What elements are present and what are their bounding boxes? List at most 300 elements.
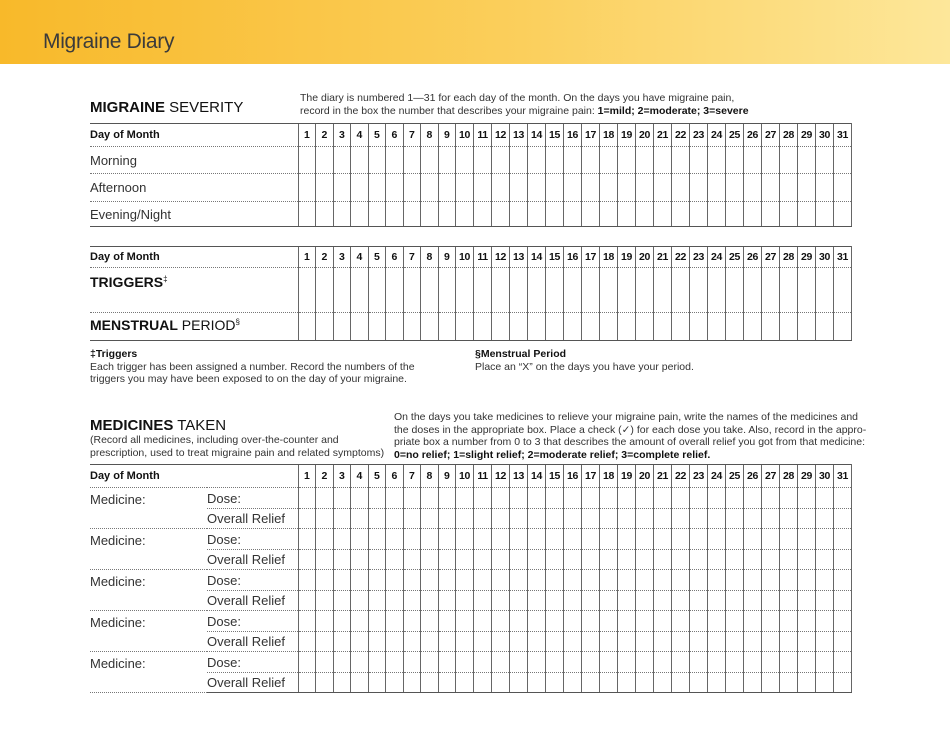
medicine-dose-cell-day-18[interactable] [600, 570, 618, 591]
medicine-dose-cell-day-30[interactable] [816, 529, 834, 550]
medicine-relief-cell-day-13[interactable] [510, 673, 528, 693]
severity-cell-day-10[interactable] [456, 202, 474, 227]
medicine-dose-cell-day-31[interactable] [834, 529, 852, 550]
medicine-dose-cell-day-6[interactable] [386, 652, 404, 673]
medicine-dose-cell-day-27[interactable] [762, 488, 780, 509]
medicine-dose-cell-day-3[interactable] [333, 611, 351, 632]
medicine-relief-cell-day-11[interactable] [474, 673, 492, 693]
medicine-relief-cell-day-23[interactable] [690, 591, 708, 611]
severity-cell-day-28[interactable] [780, 147, 798, 174]
medicine-dose-cell-day-19[interactable] [618, 611, 636, 632]
medicine-dose-cell-day-10[interactable] [456, 611, 474, 632]
triggers-cell-day-4[interactable] [351, 268, 369, 313]
menstrual-cell-day-10[interactable] [456, 313, 474, 341]
medicine-relief-cell-day-16[interactable] [564, 550, 582, 570]
severity-cell-day-8[interactable] [421, 174, 439, 202]
medicine-dose-cell-day-30[interactable] [816, 570, 834, 591]
medicine-dose-cell-day-4[interactable] [351, 611, 369, 632]
medicine-relief-cell-day-3[interactable] [333, 550, 351, 570]
severity-cell-day-13[interactable] [510, 202, 528, 227]
medicine-relief-cell-day-6[interactable] [386, 550, 404, 570]
menstrual-cell-day-20[interactable] [636, 313, 654, 341]
medicine-relief-cell-day-27[interactable] [762, 509, 780, 529]
severity-cell-day-2[interactable] [316, 174, 334, 202]
triggers-cell-day-28[interactable] [780, 268, 798, 313]
medicine-relief-cell-day-9[interactable] [438, 509, 456, 529]
severity-cell-day-3[interactable] [333, 174, 351, 202]
severity-cell-day-28[interactable] [780, 202, 798, 227]
medicine-dose-cell-day-4[interactable] [351, 570, 369, 591]
severity-cell-day-4[interactable] [351, 202, 369, 227]
medicine-relief-cell-day-6[interactable] [386, 632, 404, 652]
severity-cell-day-20[interactable] [636, 202, 654, 227]
medicine-dose-cell-day-14[interactable] [528, 570, 546, 591]
medicine-relief-cell-day-31[interactable] [834, 673, 852, 693]
severity-cell-day-17[interactable] [582, 202, 600, 227]
medicine-relief-cell-day-2[interactable] [316, 509, 334, 529]
severity-cell-day-12[interactable] [492, 174, 510, 202]
menstrual-cell-day-14[interactable] [528, 313, 546, 341]
severity-cell-day-15[interactable] [546, 174, 564, 202]
medicine-dose-cell-day-25[interactable] [726, 611, 744, 632]
severity-cell-day-26[interactable] [744, 147, 762, 174]
medicine-relief-cell-day-2[interactable] [316, 632, 334, 652]
medicine-relief-cell-day-11[interactable] [474, 632, 492, 652]
severity-cell-day-14[interactable] [528, 174, 546, 202]
medicine-dose-cell-day-8[interactable] [421, 652, 439, 673]
medicine-dose-cell-day-13[interactable] [510, 611, 528, 632]
severity-cell-day-9[interactable] [438, 174, 456, 202]
menstrual-cell-day-13[interactable] [510, 313, 528, 341]
medicine-relief-cell-day-13[interactable] [510, 591, 528, 611]
severity-cell-day-27[interactable] [762, 202, 780, 227]
menstrual-cell-day-26[interactable] [744, 313, 762, 341]
medicine-relief-cell-day-27[interactable] [762, 550, 780, 570]
medicine-dose-cell-day-12[interactable] [492, 488, 510, 509]
medicine-relief-cell-day-4[interactable] [351, 509, 369, 529]
triggers-cell-day-18[interactable] [600, 268, 618, 313]
medicine-relief-cell-day-28[interactable] [780, 591, 798, 611]
triggers-cell-day-3[interactable] [333, 268, 351, 313]
medicine-relief-cell-day-3[interactable] [333, 632, 351, 652]
medicine-dose-cell-day-18[interactable] [600, 652, 618, 673]
medicine-relief-cell-day-4[interactable] [351, 550, 369, 570]
severity-cell-day-17[interactable] [582, 147, 600, 174]
medicine-dose-cell-day-3[interactable] [333, 652, 351, 673]
medicine-dose-cell-day-12[interactable] [492, 652, 510, 673]
menstrual-cell-day-11[interactable] [474, 313, 492, 341]
medicine-relief-cell-day-18[interactable] [600, 632, 618, 652]
severity-cell-day-13[interactable] [510, 174, 528, 202]
medicine-relief-cell-day-14[interactable] [528, 509, 546, 529]
severity-cell-day-26[interactable] [744, 202, 762, 227]
severity-cell-day-27[interactable] [762, 174, 780, 202]
severity-cell-day-10[interactable] [456, 147, 474, 174]
medicine-dose-cell-day-9[interactable] [438, 570, 456, 591]
medicine-relief-cell-day-14[interactable] [528, 632, 546, 652]
medicine-dose-cell-day-30[interactable] [816, 611, 834, 632]
severity-cell-day-21[interactable] [654, 202, 672, 227]
triggers-cell-day-7[interactable] [403, 268, 421, 313]
medicine-dose-cell-day-11[interactable] [474, 529, 492, 550]
medicine-dose-cell-day-9[interactable] [438, 652, 456, 673]
triggers-cell-day-14[interactable] [528, 268, 546, 313]
medicine-dose-cell-day-5[interactable] [368, 611, 386, 632]
medicine-dose-cell-day-31[interactable] [834, 652, 852, 673]
medicine-dose-cell-day-28[interactable] [780, 488, 798, 509]
medicine-dose-cell-day-21[interactable] [654, 488, 672, 509]
medicine-relief-cell-day-10[interactable] [456, 550, 474, 570]
medicine-relief-cell-day-14[interactable] [528, 591, 546, 611]
severity-cell-day-5[interactable] [368, 202, 386, 227]
medicine-relief-cell-day-20[interactable] [636, 591, 654, 611]
medicine-dose-cell-day-16[interactable] [564, 488, 582, 509]
medicine-dose-cell-day-15[interactable] [546, 611, 564, 632]
medicine-relief-cell-day-21[interactable] [654, 550, 672, 570]
medicine-relief-cell-day-30[interactable] [816, 591, 834, 611]
triggers-cell-day-20[interactable] [636, 268, 654, 313]
medicine-dose-cell-day-1[interactable] [298, 529, 316, 550]
severity-cell-day-6[interactable] [386, 202, 404, 227]
medicine-relief-cell-day-14[interactable] [528, 550, 546, 570]
medicine-dose-cell-day-15[interactable] [546, 488, 564, 509]
menstrual-cell-day-30[interactable] [816, 313, 834, 341]
medicine-dose-cell-day-1[interactable] [298, 611, 316, 632]
severity-cell-day-23[interactable] [690, 202, 708, 227]
medicine-relief-cell-day-8[interactable] [421, 550, 439, 570]
medicine-relief-cell-day-16[interactable] [564, 591, 582, 611]
severity-cell-day-1[interactable] [298, 147, 316, 174]
medicine-relief-cell-day-28[interactable] [780, 632, 798, 652]
medicine-relief-cell-day-24[interactable] [708, 673, 726, 693]
medicine-dose-cell-day-16[interactable] [564, 570, 582, 591]
triggers-cell-day-11[interactable] [474, 268, 492, 313]
medicine-dose-cell-day-23[interactable] [690, 488, 708, 509]
medicine-dose-cell-day-3[interactable] [333, 570, 351, 591]
triggers-cell-day-8[interactable] [421, 268, 439, 313]
medicine-relief-cell-day-15[interactable] [546, 632, 564, 652]
menstrual-cell-day-12[interactable] [492, 313, 510, 341]
medicine-dose-cell-day-5[interactable] [368, 488, 386, 509]
menstrual-cell-day-27[interactable] [762, 313, 780, 341]
severity-cell-day-7[interactable] [403, 147, 421, 174]
medicine-dose-cell-day-31[interactable] [834, 570, 852, 591]
severity-cell-day-31[interactable] [834, 202, 852, 227]
medicine-relief-cell-day-21[interactable] [654, 509, 672, 529]
severity-cell-day-6[interactable] [386, 147, 404, 174]
medicine-relief-cell-day-27[interactable] [762, 632, 780, 652]
medicine-dose-cell-day-22[interactable] [672, 529, 690, 550]
medicine-dose-cell-day-17[interactable] [582, 652, 600, 673]
medicine-relief-cell-day-17[interactable] [582, 550, 600, 570]
medicine-dose-cell-day-2[interactable] [316, 652, 334, 673]
medicine-dose-cell-day-7[interactable] [403, 488, 421, 509]
medicine-dose-cell-day-26[interactable] [744, 488, 762, 509]
severity-cell-day-22[interactable] [672, 202, 690, 227]
medicine-dose-cell-day-15[interactable] [546, 570, 564, 591]
medicine-relief-cell-day-30[interactable] [816, 673, 834, 693]
severity-cell-day-31[interactable] [834, 174, 852, 202]
medicine-dose-cell-day-23[interactable] [690, 652, 708, 673]
medicine-relief-cell-day-20[interactable] [636, 550, 654, 570]
medicine-dose-cell-day-17[interactable] [582, 570, 600, 591]
medicine-relief-cell-day-19[interactable] [618, 591, 636, 611]
medicine-dose-cell-day-22[interactable] [672, 611, 690, 632]
menstrual-cell-day-29[interactable] [798, 313, 816, 341]
medicine-dose-cell-day-11[interactable] [474, 652, 492, 673]
medicine-relief-cell-day-4[interactable] [351, 632, 369, 652]
medicine-dose-cell-day-21[interactable] [654, 570, 672, 591]
medicine-dose-cell-day-23[interactable] [690, 529, 708, 550]
severity-cell-day-4[interactable] [351, 174, 369, 202]
medicine-dose-cell-day-18[interactable] [600, 611, 618, 632]
medicine-dose-cell-day-5[interactable] [368, 652, 386, 673]
medicine-relief-cell-day-17[interactable] [582, 632, 600, 652]
medicine-dose-cell-day-16[interactable] [564, 652, 582, 673]
medicine-relief-cell-day-18[interactable] [600, 509, 618, 529]
medicine-relief-cell-day-10[interactable] [456, 673, 474, 693]
medicine-relief-cell-day-13[interactable] [510, 550, 528, 570]
medicine-relief-cell-day-13[interactable] [510, 632, 528, 652]
severity-cell-day-18[interactable] [600, 174, 618, 202]
severity-cell-day-29[interactable] [798, 174, 816, 202]
severity-cell-day-9[interactable] [438, 147, 456, 174]
medicine-relief-cell-day-22[interactable] [672, 632, 690, 652]
medicine-relief-cell-day-25[interactable] [726, 632, 744, 652]
menstrual-cell-day-8[interactable] [421, 313, 439, 341]
medicine-dose-cell-day-28[interactable] [780, 570, 798, 591]
severity-cell-day-6[interactable] [386, 174, 404, 202]
medicine-relief-cell-day-15[interactable] [546, 509, 564, 529]
medicine-relief-cell-day-10[interactable] [456, 632, 474, 652]
medicine-relief-cell-day-30[interactable] [816, 509, 834, 529]
medicine-relief-cell-day-22[interactable] [672, 550, 690, 570]
menstrual-cell-day-16[interactable] [564, 313, 582, 341]
medicine-relief-cell-day-24[interactable] [708, 550, 726, 570]
triggers-cell-day-15[interactable] [546, 268, 564, 313]
medicine-dose-cell-day-8[interactable] [421, 529, 439, 550]
medicine-relief-cell-day-12[interactable] [492, 673, 510, 693]
medicine-dose-cell-day-4[interactable] [351, 488, 369, 509]
medicine-dose-cell-day-21[interactable] [654, 652, 672, 673]
severity-cell-day-21[interactable] [654, 174, 672, 202]
medicine-dose-cell-day-5[interactable] [368, 529, 386, 550]
menstrual-cell-day-15[interactable] [546, 313, 564, 341]
medicine-relief-cell-day-7[interactable] [403, 673, 421, 693]
severity-cell-day-8[interactable] [421, 147, 439, 174]
medicine-dose-cell-day-20[interactable] [636, 570, 654, 591]
triggers-cell-day-31[interactable] [834, 268, 852, 313]
medicine-dose-cell-day-17[interactable] [582, 488, 600, 509]
medicine-dose-cell-day-29[interactable] [798, 488, 816, 509]
medicine-relief-cell-day-2[interactable] [316, 673, 334, 693]
severity-cell-day-19[interactable] [618, 202, 636, 227]
medicine-relief-cell-day-15[interactable] [546, 673, 564, 693]
triggers-cell-day-5[interactable] [368, 268, 386, 313]
medicine-dose-cell-day-8[interactable] [421, 611, 439, 632]
medicine-relief-cell-day-18[interactable] [600, 591, 618, 611]
severity-cell-day-19[interactable] [618, 147, 636, 174]
medicine-relief-cell-day-15[interactable] [546, 550, 564, 570]
medicine-dose-cell-day-4[interactable] [351, 529, 369, 550]
medicine-relief-cell-day-22[interactable] [672, 509, 690, 529]
medicine-dose-cell-day-29[interactable] [798, 529, 816, 550]
medicine-relief-cell-day-10[interactable] [456, 509, 474, 529]
severity-cell-day-25[interactable] [726, 202, 744, 227]
medicine-dose-cell-day-23[interactable] [690, 611, 708, 632]
medicine-relief-cell-day-20[interactable] [636, 632, 654, 652]
medicine-dose-cell-day-1[interactable] [298, 488, 316, 509]
medicine-relief-cell-day-12[interactable] [492, 632, 510, 652]
medicine-dose-cell-day-24[interactable] [708, 570, 726, 591]
medicine-relief-cell-day-8[interactable] [421, 591, 439, 611]
medicine-relief-cell-day-11[interactable] [474, 591, 492, 611]
medicine-relief-cell-day-1[interactable] [298, 591, 316, 611]
medicine-dose-cell-day-25[interactable] [726, 570, 744, 591]
medicine-dose-cell-day-20[interactable] [636, 529, 654, 550]
medicine-relief-cell-day-19[interactable] [618, 509, 636, 529]
medicine-dose-cell-day-19[interactable] [618, 488, 636, 509]
medicine-relief-cell-day-26[interactable] [744, 632, 762, 652]
medicine-dose-cell-day-16[interactable] [564, 611, 582, 632]
severity-cell-day-5[interactable] [368, 147, 386, 174]
severity-cell-day-15[interactable] [546, 202, 564, 227]
medicine-dose-cell-day-20[interactable] [636, 611, 654, 632]
medicine-relief-cell-day-5[interactable] [368, 591, 386, 611]
medicine-relief-cell-day-9[interactable] [438, 591, 456, 611]
severity-cell-day-30[interactable] [816, 202, 834, 227]
severity-cell-day-18[interactable] [600, 147, 618, 174]
triggers-cell-day-12[interactable] [492, 268, 510, 313]
severity-cell-day-21[interactable] [654, 147, 672, 174]
medicine-dose-cell-day-13[interactable] [510, 652, 528, 673]
medicine-relief-cell-day-25[interactable] [726, 591, 744, 611]
severity-cell-day-24[interactable] [708, 174, 726, 202]
medicine-relief-cell-day-1[interactable] [298, 509, 316, 529]
medicine-relief-cell-day-25[interactable] [726, 550, 744, 570]
medicine-relief-cell-day-20[interactable] [636, 509, 654, 529]
severity-cell-day-20[interactable] [636, 147, 654, 174]
medicine-dose-cell-day-24[interactable] [708, 529, 726, 550]
medicine-relief-cell-day-8[interactable] [421, 509, 439, 529]
medicine-dose-cell-day-2[interactable] [316, 529, 334, 550]
severity-cell-day-23[interactable] [690, 174, 708, 202]
medicine-relief-cell-day-13[interactable] [510, 509, 528, 529]
medicine-relief-cell-day-5[interactable] [368, 673, 386, 693]
medicine-dose-cell-day-11[interactable] [474, 570, 492, 591]
medicine-relief-cell-day-12[interactable] [492, 509, 510, 529]
medicine-relief-cell-day-26[interactable] [744, 673, 762, 693]
severity-cell-day-26[interactable] [744, 174, 762, 202]
medicine-dose-cell-day-2[interactable] [316, 488, 334, 509]
medicine-relief-cell-day-11[interactable] [474, 509, 492, 529]
medicine-dose-cell-day-27[interactable] [762, 611, 780, 632]
medicine-relief-cell-day-5[interactable] [368, 632, 386, 652]
triggers-cell-day-6[interactable] [386, 268, 404, 313]
medicine-dose-cell-day-2[interactable] [316, 570, 334, 591]
medicine-dose-cell-day-28[interactable] [780, 611, 798, 632]
medicine-relief-cell-day-2[interactable] [316, 550, 334, 570]
medicine-dose-cell-day-7[interactable] [403, 611, 421, 632]
medicine-relief-cell-day-4[interactable] [351, 591, 369, 611]
severity-cell-day-1[interactable] [298, 202, 316, 227]
triggers-cell-day-24[interactable] [708, 268, 726, 313]
triggers-cell-day-22[interactable] [672, 268, 690, 313]
medicine-relief-cell-day-19[interactable] [618, 673, 636, 693]
severity-cell-day-14[interactable] [528, 202, 546, 227]
menstrual-cell-day-25[interactable] [726, 313, 744, 341]
medicine-relief-cell-day-26[interactable] [744, 509, 762, 529]
medicine-relief-cell-day-6[interactable] [386, 673, 404, 693]
medicine-dose-cell-day-14[interactable] [528, 652, 546, 673]
severity-cell-day-16[interactable] [564, 174, 582, 202]
medicine-relief-cell-day-5[interactable] [368, 509, 386, 529]
triggers-cell-day-2[interactable] [316, 268, 334, 313]
menstrual-cell-day-31[interactable] [834, 313, 852, 341]
severity-cell-day-7[interactable] [403, 202, 421, 227]
medicine-dose-cell-day-8[interactable] [421, 570, 439, 591]
medicine-dose-cell-day-3[interactable] [333, 529, 351, 550]
medicine-relief-cell-day-31[interactable] [834, 591, 852, 611]
medicine-relief-cell-day-7[interactable] [403, 632, 421, 652]
medicine-relief-cell-day-29[interactable] [798, 550, 816, 570]
menstrual-cell-day-23[interactable] [690, 313, 708, 341]
medicine-dose-cell-day-3[interactable] [333, 488, 351, 509]
severity-cell-day-25[interactable] [726, 147, 744, 174]
medicine-relief-cell-day-3[interactable] [333, 509, 351, 529]
medicine-dose-cell-day-21[interactable] [654, 611, 672, 632]
medicine-relief-cell-day-26[interactable] [744, 550, 762, 570]
severity-cell-day-11[interactable] [474, 202, 492, 227]
medicine-dose-cell-day-20[interactable] [636, 652, 654, 673]
severity-cell-day-18[interactable] [600, 202, 618, 227]
medicine-dose-cell-day-19[interactable] [618, 652, 636, 673]
medicine-relief-cell-day-25[interactable] [726, 673, 744, 693]
menstrual-cell-day-19[interactable] [618, 313, 636, 341]
medicine-dose-cell-day-9[interactable] [438, 529, 456, 550]
medicine-dose-cell-day-26[interactable] [744, 652, 762, 673]
severity-cell-day-25[interactable] [726, 174, 744, 202]
medicine-relief-cell-day-12[interactable] [492, 550, 510, 570]
medicine-dose-cell-day-29[interactable] [798, 611, 816, 632]
menstrual-cell-day-18[interactable] [600, 313, 618, 341]
medicine-dose-cell-day-9[interactable] [438, 611, 456, 632]
triggers-cell-day-26[interactable] [744, 268, 762, 313]
medicine-dose-cell-day-15[interactable] [546, 652, 564, 673]
menstrual-cell-day-3[interactable] [333, 313, 351, 341]
medicine-dose-cell-day-6[interactable] [386, 611, 404, 632]
triggers-cell-day-16[interactable] [564, 268, 582, 313]
medicine-dose-cell-day-14[interactable] [528, 529, 546, 550]
medicine-dose-cell-day-4[interactable] [351, 652, 369, 673]
triggers-cell-day-29[interactable] [798, 268, 816, 313]
medicine-dose-cell-day-30[interactable] [816, 652, 834, 673]
medicine-dose-cell-day-2[interactable] [316, 611, 334, 632]
severity-cell-day-29[interactable] [798, 147, 816, 174]
medicine-relief-cell-day-10[interactable] [456, 591, 474, 611]
menstrual-cell-day-22[interactable] [672, 313, 690, 341]
triggers-cell-day-1[interactable] [298, 268, 316, 313]
medicine-dose-cell-day-14[interactable] [528, 488, 546, 509]
medicine-dose-cell-day-29[interactable] [798, 652, 816, 673]
severity-cell-day-9[interactable] [438, 202, 456, 227]
severity-cell-day-24[interactable] [708, 147, 726, 174]
medicine-dose-cell-day-8[interactable] [421, 488, 439, 509]
medicine-dose-cell-day-22[interactable] [672, 570, 690, 591]
medicine-relief-cell-day-25[interactable] [726, 509, 744, 529]
severity-cell-day-4[interactable] [351, 147, 369, 174]
medicine-dose-cell-day-25[interactable] [726, 488, 744, 509]
